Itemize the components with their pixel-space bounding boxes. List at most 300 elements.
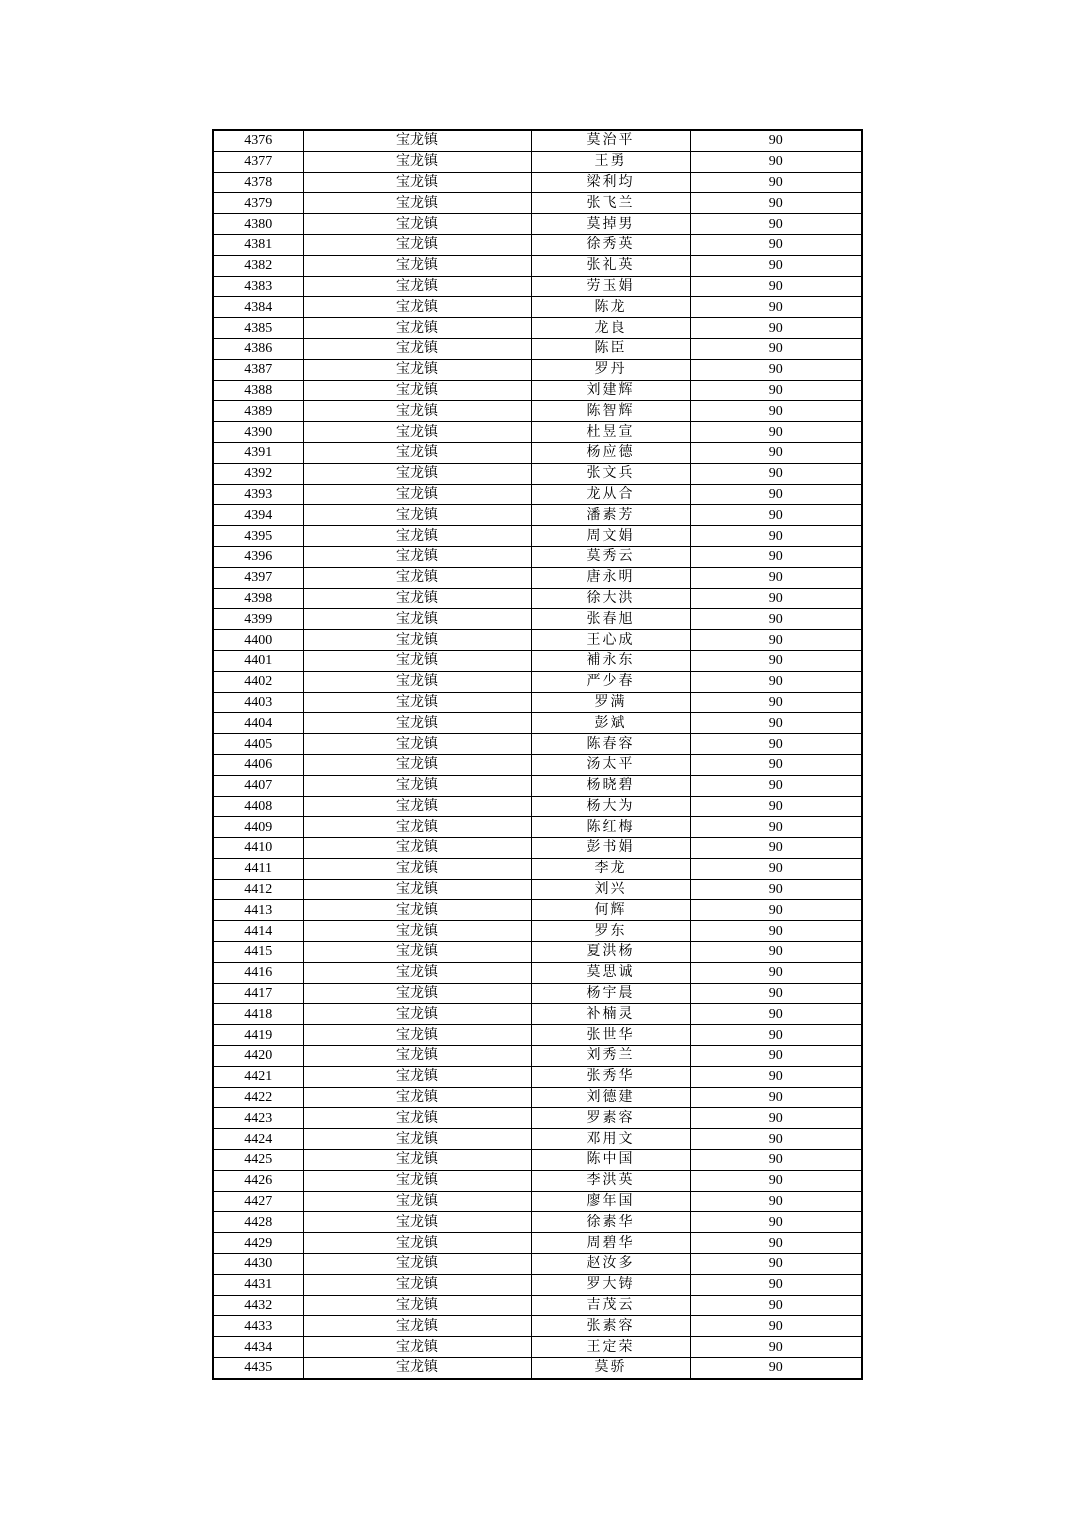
score-cell: 90 <box>690 505 862 526</box>
person-name-cell: 彭书娟 <box>531 838 690 859</box>
town-cell: 宝龙镇 <box>303 1170 531 1191</box>
person-name-cell: 邓用文 <box>531 1129 690 1150</box>
town-cell: 宝龙镇 <box>303 858 531 879</box>
town-cell: 宝龙镇 <box>303 442 531 463</box>
table-row <box>213 650 862 671</box>
row-number-cell: 4405 <box>213 734 303 755</box>
row-number-cell: 4401 <box>213 650 303 671</box>
person-name-cell: 严少春 <box>531 671 690 692</box>
row-number-cell: 4422 <box>213 1087 303 1108</box>
table-row <box>213 234 862 255</box>
score-cell: 90 <box>690 650 862 671</box>
person-name-cell: 陈智辉 <box>531 401 690 422</box>
table-row <box>213 1108 862 1129</box>
score-cell: 90 <box>690 1066 862 1087</box>
person-name-cell: 刘德建 <box>531 1087 690 1108</box>
row-number-cell: 4400 <box>213 630 303 651</box>
town-cell: 宝龙镇 <box>303 1233 531 1254</box>
table-row <box>213 505 862 526</box>
person-name-cell: 杜昱宣 <box>531 422 690 443</box>
town-cell: 宝龙镇 <box>303 1108 531 1129</box>
person-name-cell: 劳玉娟 <box>531 276 690 297</box>
row-number-cell: 4435 <box>213 1358 303 1379</box>
row-number-cell: 4428 <box>213 1212 303 1233</box>
table-row <box>213 1316 862 1337</box>
table-row <box>213 1212 862 1233</box>
score-cell: 90 <box>690 588 862 609</box>
row-number-cell: 4426 <box>213 1170 303 1191</box>
town-cell: 宝龙镇 <box>303 193 531 214</box>
table-row <box>213 1358 862 1379</box>
table-row <box>213 921 862 942</box>
town-cell: 宝龙镇 <box>303 754 531 775</box>
row-number-cell: 4383 <box>213 276 303 297</box>
score-cell: 90 <box>690 796 862 817</box>
town-cell: 宝龙镇 <box>303 692 531 713</box>
score-cell: 90 <box>690 1233 862 1254</box>
score-cell: 90 <box>690 1087 862 1108</box>
row-number-cell: 4393 <box>213 484 303 505</box>
table-row <box>213 692 862 713</box>
score-cell: 90 <box>690 713 862 734</box>
table-row <box>213 193 862 214</box>
table-row <box>213 1337 862 1358</box>
row-number-cell: 4391 <box>213 442 303 463</box>
score-cell: 90 <box>690 214 862 235</box>
table-row <box>213 1066 862 1087</box>
score-cell: 90 <box>690 609 862 630</box>
score-cell: 90 <box>690 1316 862 1337</box>
row-number-cell: 4427 <box>213 1191 303 1212</box>
score-cell: 90 <box>690 1108 862 1129</box>
town-cell: 宝龙镇 <box>303 1046 531 1067</box>
table-row <box>213 1046 862 1067</box>
row-number-cell: 4403 <box>213 692 303 713</box>
person-name-cell: 龙良 <box>531 318 690 339</box>
row-number-cell: 4396 <box>213 546 303 567</box>
row-number-cell: 4407 <box>213 775 303 796</box>
row-number-cell: 4378 <box>213 172 303 193</box>
person-name-cell: 陈臣 <box>531 338 690 359</box>
town-cell: 宝龙镇 <box>303 1358 531 1379</box>
town-cell: 宝龙镇 <box>303 1150 531 1171</box>
score-cell: 90 <box>690 775 862 796</box>
person-name-cell: 徐大洪 <box>531 588 690 609</box>
table-row <box>213 1274 862 1295</box>
person-name-cell: 夏洪杨 <box>531 942 690 963</box>
table-row <box>213 276 862 297</box>
town-cell: 宝龙镇 <box>303 734 531 755</box>
person-name-cell: 彭斌 <box>531 713 690 734</box>
score-cell: 90 <box>690 276 862 297</box>
table-row <box>213 1129 862 1150</box>
town-cell: 宝龙镇 <box>303 1254 531 1275</box>
town-cell: 宝龙镇 <box>303 713 531 734</box>
person-name-cell: 罗满 <box>531 692 690 713</box>
town-cell: 宝龙镇 <box>303 1025 531 1046</box>
town-cell: 宝龙镇 <box>303 130 531 151</box>
score-cell: 90 <box>690 172 862 193</box>
row-number-cell: 4404 <box>213 713 303 734</box>
person-name-cell: 吉茂云 <box>531 1295 690 1316</box>
person-name-cell: 杨晓碧 <box>531 775 690 796</box>
person-name-cell: 莫治平 <box>531 130 690 151</box>
town-cell: 宝龙镇 <box>303 1212 531 1233</box>
person-name-cell: 陈红梅 <box>531 817 690 838</box>
person-name-cell: 王勇 <box>531 151 690 172</box>
person-name-cell: 王心成 <box>531 630 690 651</box>
town-cell: 宝龙镇 <box>303 775 531 796</box>
row-number-cell: 4411 <box>213 858 303 879</box>
roster-table-body <box>213 130 862 1379</box>
score-cell: 90 <box>690 297 862 318</box>
row-number-cell: 4410 <box>213 838 303 859</box>
row-number-cell: 4417 <box>213 983 303 1004</box>
table-row <box>213 318 862 339</box>
person-name-cell: 周碧华 <box>531 1233 690 1254</box>
table-row <box>213 380 862 401</box>
roster-table <box>212 129 863 1380</box>
town-cell: 宝龙镇 <box>303 1004 531 1025</box>
row-number-cell: 4406 <box>213 754 303 775</box>
score-cell: 90 <box>690 255 862 276</box>
table-row <box>213 775 862 796</box>
table-row <box>213 151 862 172</box>
person-name-cell: 张素容 <box>531 1316 690 1337</box>
table-row <box>213 734 862 755</box>
table-row <box>213 796 862 817</box>
person-name-cell: 张秀华 <box>531 1066 690 1087</box>
town-cell: 宝龙镇 <box>303 1274 531 1295</box>
table-row <box>213 526 862 547</box>
table-row <box>213 838 862 859</box>
person-name-cell: 陈中国 <box>531 1150 690 1171</box>
row-number-cell: 4389 <box>213 401 303 422</box>
row-number-cell: 4429 <box>213 1233 303 1254</box>
score-cell: 90 <box>690 734 862 755</box>
town-cell: 宝龙镇 <box>303 962 531 983</box>
person-name-cell: 罗素容 <box>531 1108 690 1129</box>
row-number-cell: 4433 <box>213 1316 303 1337</box>
score-cell: 90 <box>690 962 862 983</box>
score-cell: 90 <box>690 1150 862 1171</box>
row-number-cell: 4430 <box>213 1254 303 1275</box>
person-name-cell: 刘兴 <box>531 879 690 900</box>
row-number-cell: 4415 <box>213 942 303 963</box>
town-cell: 宝龙镇 <box>303 1191 531 1212</box>
town-cell: 宝龙镇 <box>303 1066 531 1087</box>
table-row <box>213 671 862 692</box>
town-cell: 宝龙镇 <box>303 172 531 193</box>
table-row <box>213 1087 862 1108</box>
town-cell: 宝龙镇 <box>303 1129 531 1150</box>
score-cell: 90 <box>690 318 862 339</box>
table-row <box>213 713 862 734</box>
town-cell: 宝龙镇 <box>303 338 531 359</box>
score-cell: 90 <box>690 484 862 505</box>
town-cell: 宝龙镇 <box>303 609 531 630</box>
score-cell: 90 <box>690 838 862 859</box>
score-cell: 90 <box>690 1254 862 1275</box>
table-row <box>213 442 862 463</box>
score-cell: 90 <box>690 359 862 380</box>
row-number-cell: 4386 <box>213 338 303 359</box>
table-row <box>213 359 862 380</box>
row-number-cell: 4380 <box>213 214 303 235</box>
table-row <box>213 1150 862 1171</box>
person-name-cell: 莫掉男 <box>531 214 690 235</box>
town-cell: 宝龙镇 <box>303 463 531 484</box>
person-name-cell: 潘素芳 <box>531 505 690 526</box>
town-cell: 宝龙镇 <box>303 276 531 297</box>
score-cell: 90 <box>690 754 862 775</box>
town-cell: 宝龙镇 <box>303 505 531 526</box>
score-cell: 90 <box>690 338 862 359</box>
score-cell: 90 <box>690 193 862 214</box>
person-name-cell: 莫骄 <box>531 1358 690 1379</box>
row-number-cell: 4382 <box>213 255 303 276</box>
town-cell: 宝龙镇 <box>303 921 531 942</box>
town-cell: 宝龙镇 <box>303 900 531 921</box>
town-cell: 宝龙镇 <box>303 484 531 505</box>
town-cell: 宝龙镇 <box>303 838 531 859</box>
score-cell: 90 <box>690 1004 862 1025</box>
row-number-cell: 4416 <box>213 962 303 983</box>
table-row <box>213 214 862 235</box>
row-number-cell: 4434 <box>213 1337 303 1358</box>
table-row <box>213 1233 862 1254</box>
row-number-cell: 4423 <box>213 1108 303 1129</box>
person-name-cell: 赵汝多 <box>531 1254 690 1275</box>
person-name-cell: 徐素华 <box>531 1212 690 1233</box>
town-cell: 宝龙镇 <box>303 1295 531 1316</box>
town-cell: 宝龙镇 <box>303 151 531 172</box>
score-cell: 90 <box>690 879 862 900</box>
town-cell: 宝龙镇 <box>303 359 531 380</box>
town-cell: 宝龙镇 <box>303 817 531 838</box>
score-cell: 90 <box>690 463 862 484</box>
town-cell: 宝龙镇 <box>303 567 531 588</box>
town-cell: 宝龙镇 <box>303 422 531 443</box>
score-cell: 90 <box>690 526 862 547</box>
table-row <box>213 1191 862 1212</box>
person-name-cell: 杨应德 <box>531 442 690 463</box>
person-name-cell: 张文兵 <box>531 463 690 484</box>
town-cell: 宝龙镇 <box>303 380 531 401</box>
row-number-cell: 4381 <box>213 234 303 255</box>
score-cell: 90 <box>690 1046 862 1067</box>
score-cell: 90 <box>690 546 862 567</box>
row-number-cell: 4412 <box>213 879 303 900</box>
score-cell: 90 <box>690 1212 862 1233</box>
row-number-cell: 4398 <box>213 588 303 609</box>
score-cell: 90 <box>690 942 862 963</box>
person-name-cell: 陈春容 <box>531 734 690 755</box>
row-number-cell: 4408 <box>213 796 303 817</box>
score-cell: 90 <box>690 151 862 172</box>
score-cell: 90 <box>690 692 862 713</box>
town-cell: 宝龙镇 <box>303 983 531 1004</box>
person-name-cell: 张飞兰 <box>531 193 690 214</box>
row-number-cell: 4399 <box>213 609 303 630</box>
table-row <box>213 297 862 318</box>
row-number-cell: 4421 <box>213 1066 303 1087</box>
table-row <box>213 130 862 151</box>
town-cell: 宝龙镇 <box>303 1316 531 1337</box>
row-number-cell: 4431 <box>213 1274 303 1295</box>
row-number-cell: 4432 <box>213 1295 303 1316</box>
town-cell: 宝龙镇 <box>303 255 531 276</box>
table-row <box>213 983 862 1004</box>
row-number-cell: 4424 <box>213 1129 303 1150</box>
table-row <box>213 1295 862 1316</box>
table-row <box>213 401 862 422</box>
table-row <box>213 463 862 484</box>
row-number-cell: 4420 <box>213 1046 303 1067</box>
score-cell: 90 <box>690 442 862 463</box>
table-row <box>213 630 862 651</box>
person-name-cell: 刘秀兰 <box>531 1046 690 1067</box>
row-number-cell: 4387 <box>213 359 303 380</box>
row-number-cell: 4425 <box>213 1150 303 1171</box>
person-name-cell: 罗丹 <box>531 359 690 380</box>
town-cell: 宝龙镇 <box>303 942 531 963</box>
table-row <box>213 900 862 921</box>
table-row <box>213 484 862 505</box>
table-row <box>213 338 862 359</box>
score-cell: 90 <box>690 1170 862 1191</box>
person-name-cell: 莫秀云 <box>531 546 690 567</box>
table-row <box>213 1170 862 1191</box>
table-row <box>213 609 862 630</box>
score-cell: 90 <box>690 401 862 422</box>
score-cell: 90 <box>690 671 862 692</box>
row-number-cell: 4402 <box>213 671 303 692</box>
person-name-cell: 何辉 <box>531 900 690 921</box>
table-row <box>213 1025 862 1046</box>
table-row <box>213 567 862 588</box>
town-cell: 宝龙镇 <box>303 879 531 900</box>
person-name-cell: 王定荣 <box>531 1337 690 1358</box>
person-name-cell: 梁利均 <box>531 172 690 193</box>
person-name-cell: 刘建辉 <box>531 380 690 401</box>
score-cell: 90 <box>690 234 862 255</box>
score-cell: 90 <box>690 858 862 879</box>
town-cell: 宝龙镇 <box>303 318 531 339</box>
town-cell: 宝龙镇 <box>303 546 531 567</box>
row-number-cell: 4395 <box>213 526 303 547</box>
table-row <box>213 754 862 775</box>
row-number-cell: 4377 <box>213 151 303 172</box>
town-cell: 宝龙镇 <box>303 234 531 255</box>
town-cell: 宝龙镇 <box>303 671 531 692</box>
score-cell: 90 <box>690 900 862 921</box>
table-row <box>213 422 862 443</box>
town-cell: 宝龙镇 <box>303 526 531 547</box>
row-number-cell: 4418 <box>213 1004 303 1025</box>
person-name-cell: 张春旭 <box>531 609 690 630</box>
score-cell: 90 <box>690 983 862 1004</box>
table-row <box>213 879 862 900</box>
row-number-cell: 4376 <box>213 130 303 151</box>
table-row <box>213 817 862 838</box>
person-name-cell: 罗大铸 <box>531 1274 690 1295</box>
town-cell: 宝龙镇 <box>303 297 531 318</box>
score-cell: 90 <box>690 1295 862 1316</box>
row-number-cell: 4388 <box>213 380 303 401</box>
table-row <box>213 255 862 276</box>
town-cell: 宝龙镇 <box>303 214 531 235</box>
score-cell: 90 <box>690 1191 862 1212</box>
row-number-cell: 4384 <box>213 297 303 318</box>
score-cell: 90 <box>690 1274 862 1295</box>
table-row <box>213 172 862 193</box>
table-row <box>213 588 862 609</box>
town-cell: 宝龙镇 <box>303 796 531 817</box>
row-number-cell: 4392 <box>213 463 303 484</box>
row-number-cell: 4385 <box>213 318 303 339</box>
person-name-cell: 補永东 <box>531 650 690 671</box>
table-row <box>213 546 862 567</box>
person-name-cell: 龙从合 <box>531 484 690 505</box>
person-name-cell: 周文娟 <box>531 526 690 547</box>
person-name-cell: 张世华 <box>531 1025 690 1046</box>
score-cell: 90 <box>690 817 862 838</box>
person-name-cell: 杨宇晨 <box>531 983 690 1004</box>
table-row <box>213 962 862 983</box>
row-number-cell: 4397 <box>213 567 303 588</box>
person-name-cell: 李龙 <box>531 858 690 879</box>
score-cell: 90 <box>690 1025 862 1046</box>
row-number-cell: 4413 <box>213 900 303 921</box>
score-cell: 90 <box>690 130 862 151</box>
score-cell: 90 <box>690 567 862 588</box>
score-cell: 90 <box>690 1358 862 1379</box>
table-row <box>213 1004 862 1025</box>
town-cell: 宝龙镇 <box>303 630 531 651</box>
person-name-cell: 补楠灵 <box>531 1004 690 1025</box>
row-number-cell: 4394 <box>213 505 303 526</box>
person-name-cell: 唐永明 <box>531 567 690 588</box>
row-number-cell: 4390 <box>213 422 303 443</box>
person-name-cell: 莫思诚 <box>531 962 690 983</box>
town-cell: 宝龙镇 <box>303 650 531 671</box>
person-name-cell: 李洪英 <box>531 1170 690 1191</box>
row-number-cell: 4419 <box>213 1025 303 1046</box>
table-row <box>213 858 862 879</box>
score-cell: 90 <box>690 921 862 942</box>
town-cell: 宝龙镇 <box>303 588 531 609</box>
person-name-cell: 徐秀英 <box>531 234 690 255</box>
score-cell: 90 <box>690 422 862 443</box>
person-name-cell: 汤太平 <box>531 754 690 775</box>
person-name-cell: 陈龙 <box>531 297 690 318</box>
table-row <box>213 1254 862 1275</box>
score-cell: 90 <box>690 1129 862 1150</box>
person-name-cell: 杨大为 <box>531 796 690 817</box>
person-name-cell: 张礼英 <box>531 255 690 276</box>
score-cell: 90 <box>690 630 862 651</box>
score-cell: 90 <box>690 1337 862 1358</box>
score-cell: 90 <box>690 380 862 401</box>
town-cell: 宝龙镇 <box>303 401 531 422</box>
person-name-cell: 廖年国 <box>531 1191 690 1212</box>
row-number-cell: 4379 <box>213 193 303 214</box>
town-cell: 宝龙镇 <box>303 1087 531 1108</box>
person-name-cell: 罗东 <box>531 921 690 942</box>
row-number-cell: 4414 <box>213 921 303 942</box>
table-row <box>213 942 862 963</box>
